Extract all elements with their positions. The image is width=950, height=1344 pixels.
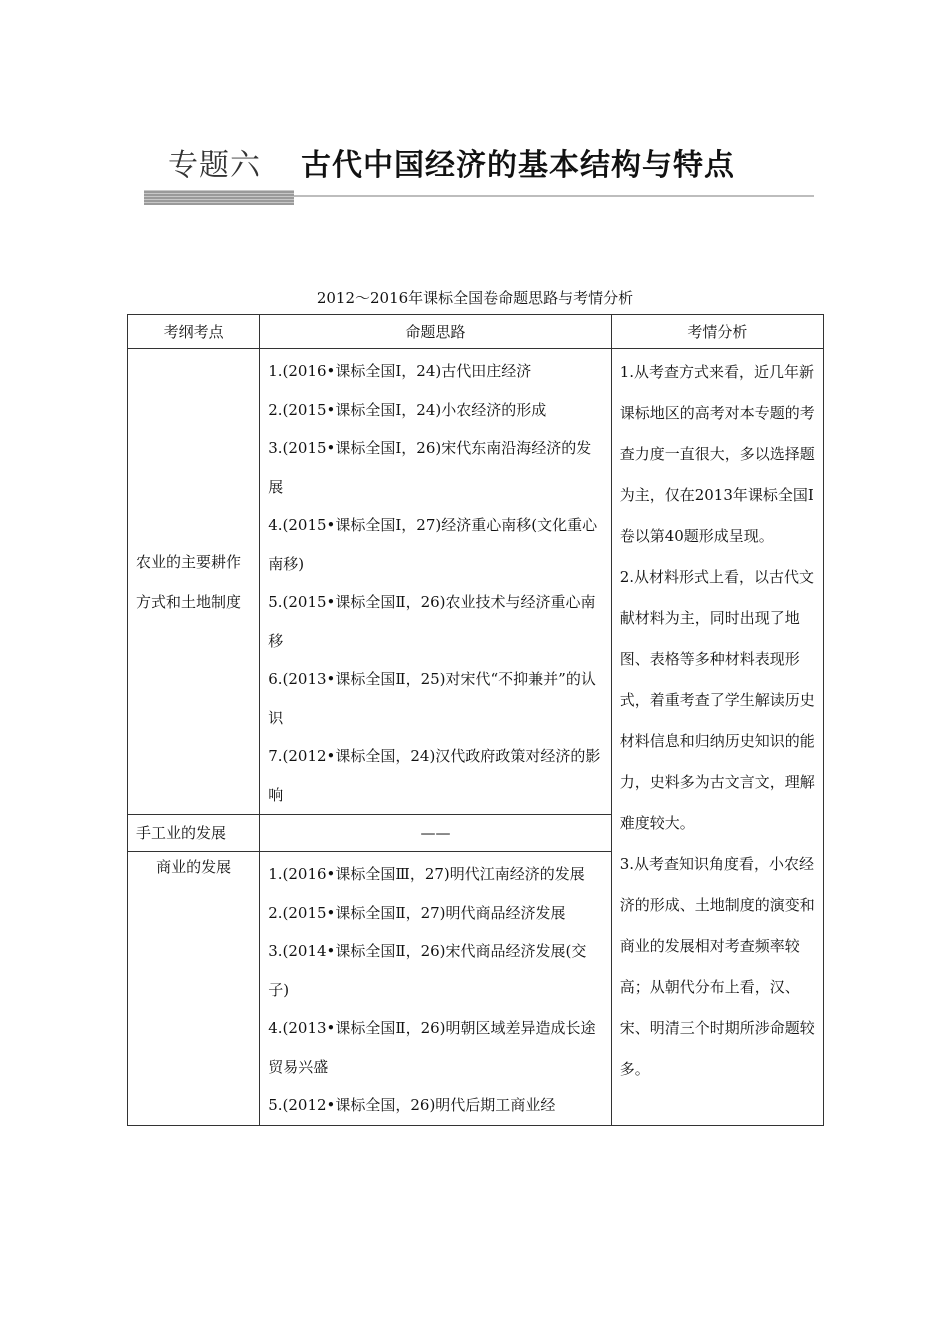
- topic-handicraft: 手工业的发展: [128, 815, 260, 852]
- exam-analysis-table: [127, 314, 824, 1126]
- topic-commerce: 商业的发展: [128, 852, 260, 1126]
- idea-item: 4.(2013•课标全国Ⅱ，26)明朝区域差异造成长途贸易兴盛: [268, 1019, 596, 1076]
- chapter-header: [168, 140, 735, 184]
- idea-item: 3.(2014•课标全国Ⅱ，26)宋代商品经济发展(交子): [268, 942, 587, 999]
- title-underline-thin: [294, 195, 814, 197]
- idea-item: 2.(2015•课标全国Ⅱ，27)明代商品经济发展: [268, 903, 566, 922]
- idea-item: 2.(2015•课标全国Ⅰ，24)小农经济的形成: [268, 400, 547, 419]
- ideas-commerce: [260, 852, 612, 1126]
- table-row: [128, 349, 824, 815]
- idea-item: 6.(2013•课标全国Ⅱ，25)对宋代“不抑兼并”的认识: [268, 670, 596, 727]
- ideas-agriculture: [260, 349, 612, 815]
- header-analysis: 考情分析: [611, 315, 823, 349]
- idea-item: 4.(2015•课标全国Ⅰ，27)经济重心南移(文化重心南移): [268, 516, 598, 573]
- topic-agriculture: 农业的主要耕作方式和土地制度: [128, 349, 260, 815]
- table-header-row: [128, 315, 824, 349]
- idea-item: 7.(2012•课标全国，24)汉代政府政策对经济的影响: [268, 747, 601, 804]
- header-topic: 考纲考点: [128, 315, 260, 349]
- idea-item: 5.(2012•课标全国，26)明代后期工商业经: [268, 1096, 556, 1114]
- analysis-item: 2.从材料形式上看，以古代文献材料为主，同时出现了地图、表格等多种材料表现形式，着重考查了学生解读历史材料信息和归纳历史知识的能力，史料多为古文言文，理解难度较大。: [619, 568, 815, 832]
- idea-item: 3.(2015•课标全国Ⅰ，26)宋代东南沿海经济的发展: [268, 439, 592, 496]
- analysis-cell: [611, 349, 823, 1126]
- analysis-item: 1.从考查方式来看，近几年新课标地区的高考对本专题的考查力度一直很大，多以选择题为主，仅在2013年课标全国Ⅰ卷以第40题形成呈现。: [619, 363, 815, 545]
- ideas-handicraft: ——: [260, 815, 612, 852]
- header-ideas: 命题思路: [260, 315, 612, 349]
- idea-item: 1.(2016•课标全国Ⅲ，27)明代江南经济的发展: [268, 865, 585, 883]
- title-underline-thick: [144, 190, 294, 205]
- chapter-title: 古代中国经济的基本结构与特点: [301, 148, 735, 183]
- idea-item: 5.(2015•课标全国Ⅱ，26)农业技术与经济重心南移: [268, 593, 596, 650]
- analysis-item: 3.从考查知识角度看，小农经济的形成、土地制度的演变和商业的发展相对考查频率较高；从朝代分布上看，汉、宋、明清三个时期所涉命题较多。: [619, 855, 815, 1078]
- table-caption: 2012～2016年课标全国卷命题思路与考情分析: [316, 289, 634, 307]
- chapter-number: 专题六: [168, 148, 261, 183]
- idea-item: 1.(2016•课标全国Ⅰ，24)古代田庄经济: [268, 362, 532, 380]
